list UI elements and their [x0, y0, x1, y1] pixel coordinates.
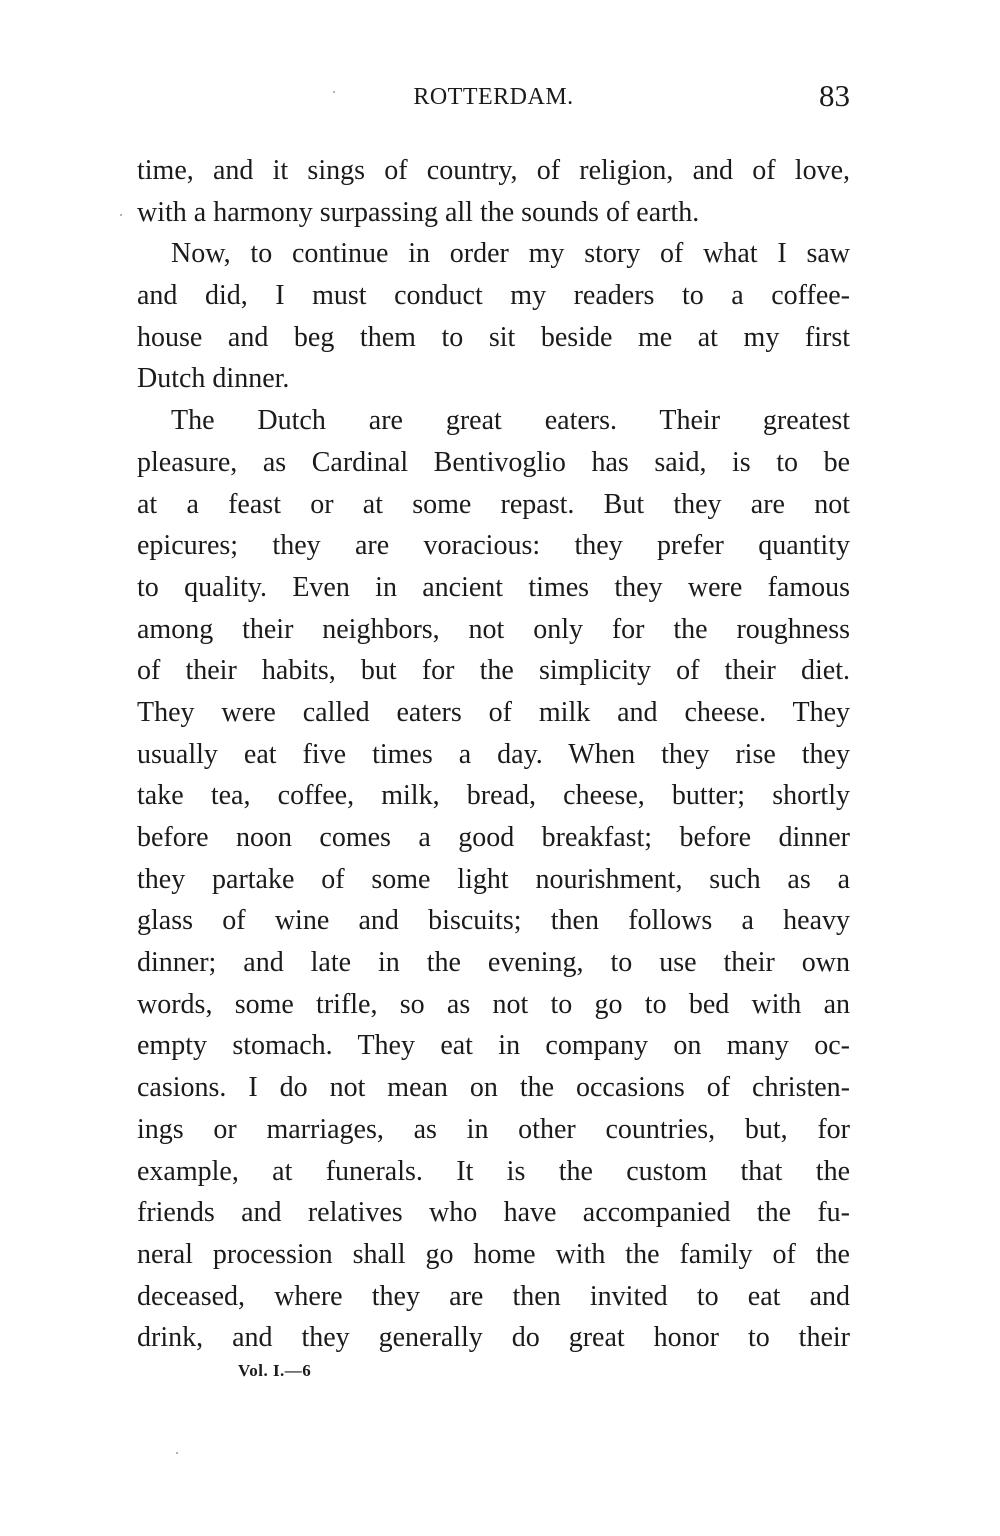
ink-speck — [176, 1452, 178, 1454]
paragraph-first-line: Now, to continue in order my story of what I saw — [171, 238, 850, 270]
text-line: glass of wine and biscuits; then follows a heavy — [137, 905, 850, 937]
ink-speck — [120, 214, 122, 216]
text-line: time, and it sings of country, of religion, and of love, — [137, 155, 850, 186]
text-line: words, some trifle, so as not to go to bed with an — [137, 988, 850, 1020]
page-number: 83 — [819, 78, 850, 113]
text-line: take tea, coffee, milk, bread, cheese, butter; shortly — [137, 780, 850, 812]
text-line: example, at funerals. It is the custom that the — [137, 1155, 850, 1187]
text-line: ings or marriages, as in other countries, but, for — [137, 1113, 850, 1145]
text-line: epicures; they are voracious: they prefer quantity — [137, 530, 850, 562]
text-line: dinner; and late in the evening, to use their own — [137, 947, 850, 979]
text-line: to quality. Even in ancient times they were famous — [137, 571, 850, 603]
body-text — [137, 150, 850, 1359]
text-line: they partake of some light nourishment, such as a — [137, 863, 850, 895]
text-line: neral procession shall go home with the family of the — [137, 1238, 850, 1270]
text-line: They were called eaters of milk and cheese. They — [137, 696, 850, 728]
text-line: empty stomach. They eat in company on many oc- — [137, 1030, 850, 1062]
text-line: of their habits, but for the simplicity of their diet. — [137, 655, 850, 687]
running-title: ROTTERDAM. — [413, 84, 574, 110]
running-head — [137, 78, 850, 118]
text-line: drink, and they generally do great honor to their — [137, 1322, 850, 1354]
text-line: usually eat five times a day. When they rise they — [137, 738, 850, 770]
text-line: Dutch dinner. — [137, 363, 290, 395]
ink-speck — [333, 91, 335, 93]
text-line: pleasure, as Cardinal Bentivoglio has said, is to be — [137, 446, 850, 478]
text-line: before noon comes a good breakfast; before dinner — [137, 822, 850, 853]
text-line: deceased, where they are then invited to eat and — [137, 1280, 850, 1312]
paragraph-first-line: The Dutch are great eaters. Their greatest — [171, 405, 850, 437]
signature-mark: Vol. I.—6 — [238, 1361, 312, 1380]
text-line: house and beg them to sit beside me at my first — [137, 321, 850, 353]
text-line: friends and relatives who have accompanied the fu- — [137, 1197, 850, 1229]
text-line: among their neighbors, not only for the roughness — [137, 613, 850, 645]
text-line: casions. I do not mean on the occasions of christen- — [137, 1072, 850, 1104]
text-line: at a feast or at some repast. But they are not — [137, 488, 850, 520]
text-line: and did, I must conduct my readers to a coffee- — [137, 280, 850, 312]
text-line: with a harmony surpassing all the sounds of earth. — [137, 196, 700, 228]
